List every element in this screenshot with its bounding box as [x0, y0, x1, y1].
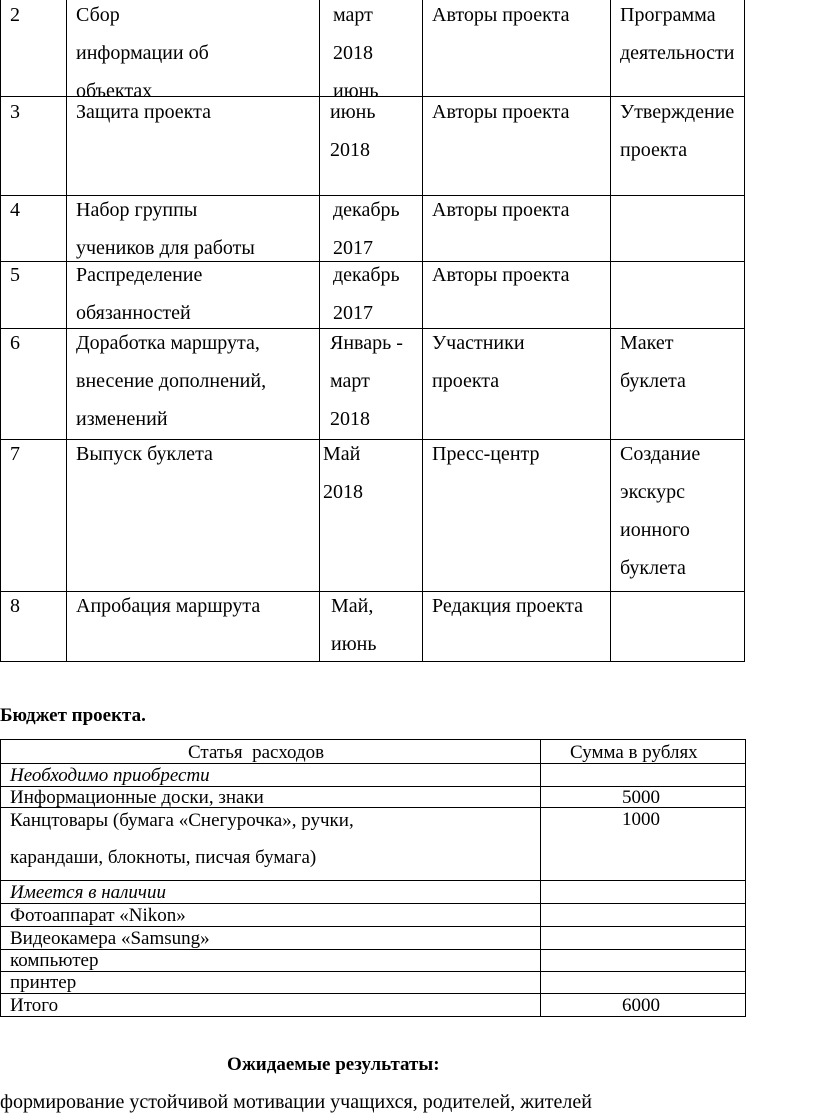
- budget-row-item: Имеется в наличии: [10, 882, 166, 903]
- stage-cell: Набор группы учеников для работы: [76, 199, 255, 259]
- budget-row-item: принтер: [10, 972, 77, 993]
- responsible-cell: Авторы проекта: [432, 101, 570, 123]
- stage-cell: Защита проекта: [76, 101, 211, 123]
- date-cell: Январь - март 2018: [330, 332, 403, 430]
- table-line: [540, 739, 541, 1017]
- stage-cell: Выпуск буклета: [76, 443, 213, 465]
- result-cell: Программа деятельности: [620, 4, 735, 64]
- date-cell: июнь 2018: [330, 101, 376, 161]
- date-cell: Май 2018: [323, 443, 363, 503]
- date-cell: декабрь 2017: [333, 199, 400, 259]
- row-number: 8: [10, 595, 20, 617]
- table-line: [0, 926, 746, 927]
- table-line: [0, 739, 746, 740]
- date-cell: Май, июнь: [331, 595, 377, 655]
- responsible-cell: Авторы проекта: [432, 199, 570, 221]
- table-line: [319, 0, 320, 662]
- budget-heading: Бюджет проекта.: [0, 705, 146, 726]
- result-cell: Утверждение проекта: [620, 101, 735, 161]
- table-line: [0, 739, 1, 1017]
- row-number: 7: [10, 443, 20, 465]
- budget-row-item: Видеокамера «Samsung»: [10, 928, 210, 949]
- date-cell: март 2018 июнь: [333, 4, 379, 102]
- row-number: 6: [10, 332, 20, 354]
- results-text: формирование устойчивой мотивации учащихся, родителей, жителей: [0, 1091, 592, 1113]
- table-line: [0, 971, 746, 972]
- stage-cell: Распределение обязанностей: [76, 264, 203, 324]
- budget-row-item: Необходимо приобрести: [10, 765, 210, 786]
- table-line: [0, 949, 746, 950]
- date-cell: декабрь 2017: [333, 264, 400, 324]
- result-cell: Макет буклета: [620, 332, 686, 392]
- table-line: [66, 0, 67, 662]
- result-cell: Создание экскурс ионного буклета: [620, 443, 701, 579]
- budget-row-amount: 6000: [622, 995, 660, 1016]
- row-number: 5: [10, 264, 20, 286]
- table-line: [610, 0, 611, 662]
- row-number: 2: [10, 4, 20, 26]
- responsible-cell: Авторы проекта: [432, 4, 570, 26]
- table-line: [0, 993, 746, 994]
- budget-row-item: Информационные доски, знаки: [10, 787, 264, 808]
- table-line: [0, 1016, 746, 1017]
- table-line: [0, 880, 746, 881]
- budget-row-amount: 1000: [622, 809, 660, 830]
- stage-cell: Доработка маршрута, внесение дополнений, изменений: [76, 332, 267, 430]
- stage-cell: Апробация маршрута: [76, 595, 261, 617]
- stage-cell: Сбор информации об объектах: [76, 4, 209, 102]
- row-number: 4: [10, 199, 20, 221]
- row-number: 3: [10, 101, 20, 123]
- budget-row-item: Канцтовары (бумага «Снегурочка», ручки, карандаши, блокноты, писчая бумага): [10, 810, 354, 868]
- table-line: [0, 763, 746, 764]
- table-line: [0, 903, 746, 904]
- results-heading: Ожидаемые результаты:: [227, 1054, 440, 1075]
- column-header: Статья расходов: [188, 742, 325, 763]
- responsible-cell: Авторы проекта: [432, 264, 570, 286]
- table-line: [422, 0, 423, 662]
- budget-row-item: Итого: [10, 995, 59, 1016]
- budget-row-item: компьютер: [10, 950, 99, 971]
- budget-row-item: Фотоаппарат «Nikon»: [10, 905, 186, 926]
- responsible-cell: Пресс-центр: [432, 443, 540, 465]
- budget-row-amount: 5000: [622, 787, 660, 808]
- responsible-cell: Редакция проекта: [432, 595, 583, 617]
- table-line: [745, 739, 746, 1017]
- table-line: [744, 0, 745, 662]
- responsible-cell: Участники проекта: [432, 332, 525, 392]
- table-line: [0, 0, 1, 662]
- column-header: Сумма в рублях: [570, 742, 698, 763]
